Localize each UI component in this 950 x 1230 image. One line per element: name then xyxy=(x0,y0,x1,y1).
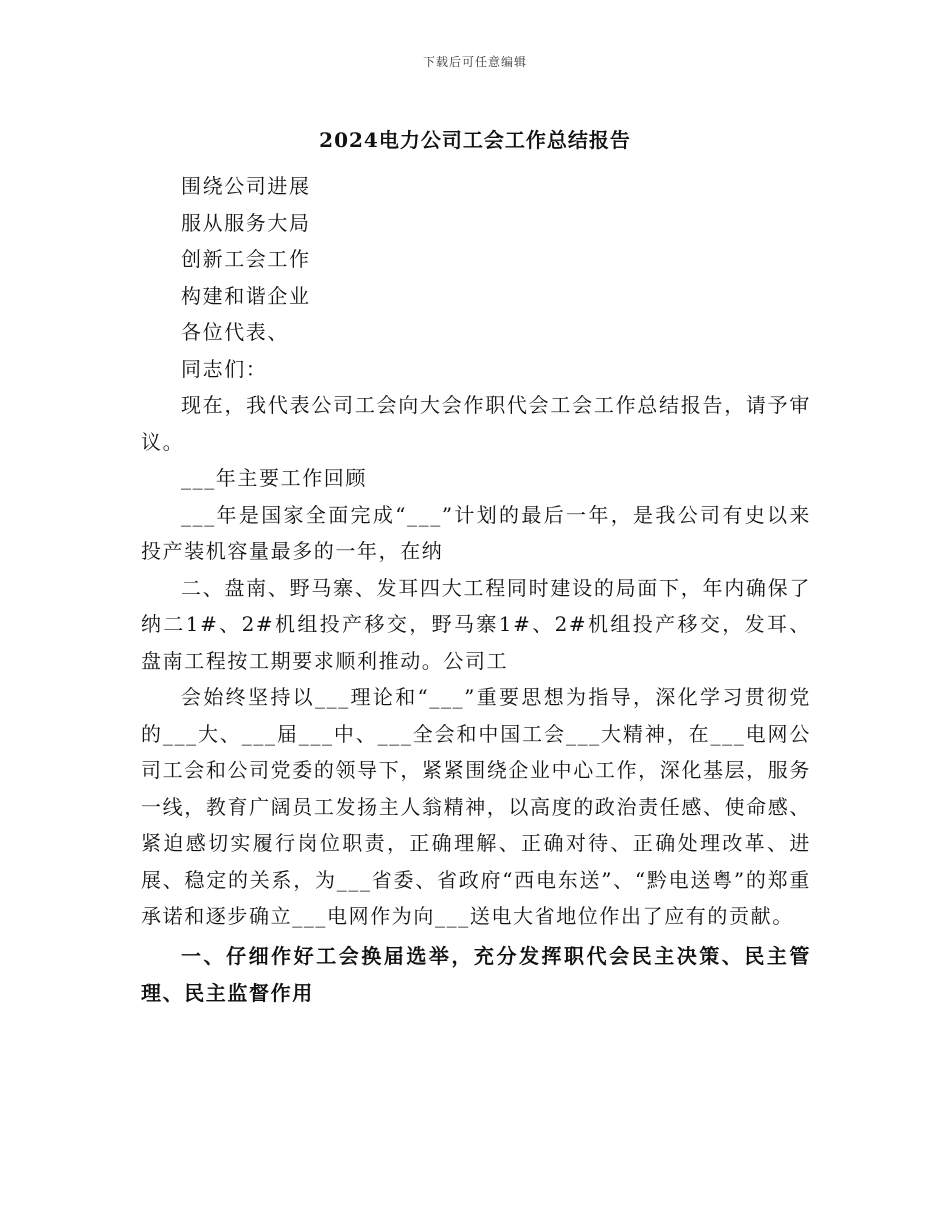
paragraph-2: 服从服务大局 xyxy=(181,210,311,235)
document-body xyxy=(141,168,811,1012)
paragraph-8: ___年主要工作回顾 xyxy=(181,466,367,490)
paragraph-1: 围绕公司进展 xyxy=(181,174,311,198)
paragraph-10: 二、盘南、野马寨、发耳四大工程同时建设的局面下，年内确保了纳二1#、2#机组投产移交，野马寨1#、2#机组投产移交，发耳、盘南工程按工期要求顺利推动。公司工 xyxy=(141,575,811,673)
document-title: 2024电力公司工会工作总结报告 xyxy=(319,128,631,152)
paragraph-7: 现在，我代表公司工会向大会作职代会工会工作总结报告，请予审议。 xyxy=(141,393,811,454)
paragraph-11: 会始终坚持以___理论和“___”重要思想为指导，深化学习贯彻党的___大、___届___中、___全会和中国工会___大精神，在___电网公司工会和公司党委的领导下，紧紧围绕企业中心工作，深化基层，服务一线，教育广阔员工发扬主人翁精神，以高度的政治责任感、使命感、紧迫感切实履行岗位职责，正确理解、正确对待、正确处理改革、进展、稳定的关系，为___省委、省政府“西电东送”、“黔电送粤”的郑重承诺和逐步确立___电网作为向___送电大省地位作出了应有的贡献。 xyxy=(141,685,811,928)
paragraph-9: ___年是国家全面完成“___”计划的最后一年，是我公司有史以来投产装机容量最多的一年，在纳 xyxy=(141,502,811,563)
paragraph-5: 各位代表、 xyxy=(181,320,289,344)
header-note: 下载后可任意编辑 xyxy=(422,55,527,69)
paragraph-6: 同志们： xyxy=(181,356,268,381)
paragraph-3: 创新工会工作 xyxy=(181,247,311,271)
paragraph-4: 构建和谐企业 xyxy=(181,283,311,308)
section-heading: 一、仔细作好工会换届选举，充分发挥职代会民主决策、民主管理、民主监督作用 xyxy=(141,943,811,1005)
